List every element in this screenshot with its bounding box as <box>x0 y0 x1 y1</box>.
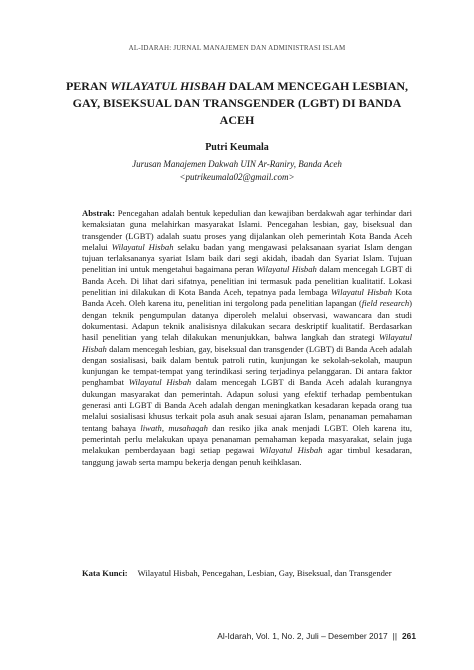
keywords-value: Wilayatul Hisbah, Pencegahan, Lesbian, Gay, Biseksual, dan Transgender <box>137 568 392 578</box>
abstract-italic-9: Wilayatul Hisbah <box>259 445 323 456</box>
abstract <box>82 208 412 468</box>
footer-citation: Al-Idarah, Vol. 1, No. 2, Juli – Desember 2017 <box>217 631 388 641</box>
abstract-italic-5: Wilayatul Hisbah <box>82 332 412 354</box>
keywords <box>82 567 412 579</box>
abstract-text-1: Pencegahan adalah bentuk kepedulian dan kewajiban berdakwah agar terhindar dari kemaksiatan guna melahirkan masyarakat Islami. Pencegahan lesbian, gay, biseksual dan transgender (LGBT) adalah suatu proses yang dijalankan oleh pemerintah Kota Banda Aceh melalui <box>82 208 412 252</box>
abstract-text-4: Kota Banda Aceh. Oleh karena itu, penelitian ini tergolong pada penelitian lapangan ( <box>82 287 412 309</box>
title-part-1: PERAN <box>65 79 111 93</box>
journal-header: AL-IDARAH: JURNAL MANAJEMEN DAN ADMINISTRASI ISLAM <box>128 44 346 52</box>
abstract-italic-4: field research <box>361 298 410 309</box>
abstract-label: Abstrak: <box>82 208 115 218</box>
author-name: Putri Keumala <box>205 142 269 153</box>
author-affiliation-block <box>0 158 474 184</box>
abstract-italic-3: Wilayatul Hisbah <box>331 287 393 298</box>
abstract-text-8: , <box>161 422 169 433</box>
abstract-text-10: agar timbul kesadaran, tanggung jawab serta mampu bekerja dengan penuh keihklasan. <box>82 445 412 467</box>
abstract-text-7: dalam mencegah LGBT di Banda Aceh adalah kurangnya dukungan masyarakat dan pemerintah. Adapun solusi yang efektif terhadap pembentukan generasi anti LGBT di Banda Aceh adalah dengan meningkatkan kesadaran kepada orang tua melalui sosialisasi khusus terkait pola asuh anak sesuai ajaran Islam, penanaman pemahaman tentang bahaya <box>82 377 412 433</box>
abstract-text-6: dalam mencegah lesbian, gay, biseksual dan transgender (LGBT) di Banda Aceh adalah dengan sosialisasi, baik dalam bentuk patroli rutin, kunjungan ke sekolah-sekolah, maupun kunjungan ke tempat-tempat yang terindikasi sering terjadinya pelanggaran. Di antara faktor penghambat <box>82 343 412 388</box>
affiliation: Jurusan Manajemen Dakwah UIN Ar-Raniry, Banda Aceh <box>132 159 342 169</box>
abstract-text-9: dan resiko jika anak menjadi LGBT. Oleh karena itu, pemerintah perlu melakukan upaya penanaman pemahaman kepada masyarakat, selain juga melakukan pemberdayaan bagi setiap pegawai <box>82 422 412 456</box>
keywords-label: Kata Kunci: <box>82 568 128 578</box>
abstract-text-2: selaku badan yang mengawasi pelaksanaan syariat Islam dengan tujuan terlaksananya syariat Islam baik dari segi akidah, ibadah dan Syariat Islam. Tujuan penelitian ini untuk mengetahui bagaimana peran <box>82 241 412 275</box>
abstract-text-3: dalam mencegah LGBT di Banda Aceh. Di lihat dari sifatnya, penelitian ini termasuk pada penelitian kualitatif. Lokasi penelitian ini dilakukan di Kota Banda Aceh, tepatnya pada lembaga <box>82 264 412 298</box>
page-number: 261 <box>402 631 416 641</box>
title-part-2: DALAM MENCEGAH LESBIAN, GAY, BISEKSUAL DAN TRANSGENDER (LGBT) DI BANDA ACEH <box>72 79 409 127</box>
page-footer <box>217 631 416 641</box>
title-italic: WILAYATUL HISBAH <box>110 79 227 93</box>
abstract-italic-1: Wilayatul Hisbah <box>111 241 174 252</box>
abstract-text-5: ) dengan teknik pengumpulan datanya diperoleh melalui observasi, wawancara dan studi dokumentasi. Adapun teknik analisisnya dilakukan secara deskriptif kualitatif. Berdasarkan hasil penelitian yang telah dilakukan menunjukkan, bahwa langkah dan strategi <box>82 298 412 343</box>
abstract-italic-8: musahaqah <box>168 422 208 433</box>
email: <putrikeumala02@gmail.com> <box>179 172 295 182</box>
footer-separator: || <box>392 631 398 641</box>
paper-title <box>60 78 414 129</box>
abstract-italic-7: liwath <box>140 422 162 433</box>
abstract-italic-2: Wilayatul Hisbah <box>256 264 317 275</box>
abstract-italic-6: Wilayatul Hisbah <box>128 377 192 388</box>
